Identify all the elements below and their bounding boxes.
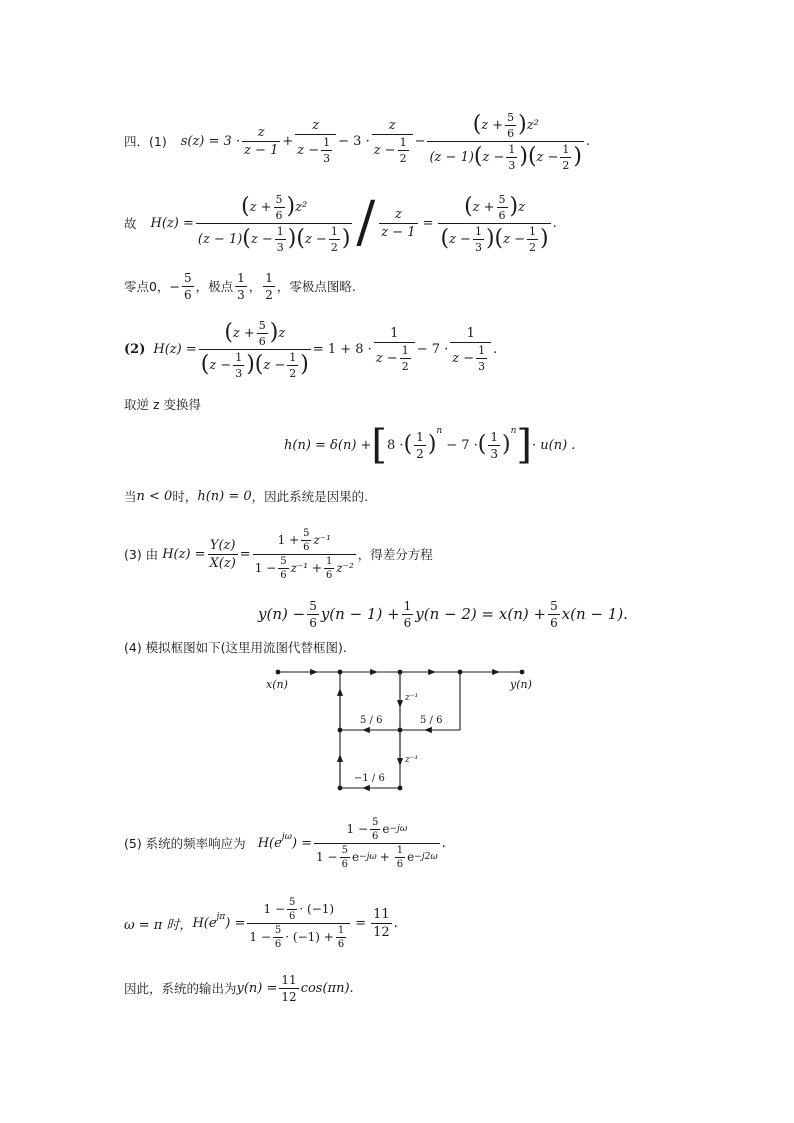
gain-left: 5 / 6 (360, 715, 383, 726)
s-lhs: s(z) = 3 · (180, 133, 241, 149)
part1-equation: 四．(1) s(z) = 3 · $\frac{z}{z - 1}$ + z z − $\frac{1}{3}$ − 3 · z z − $\frac{1}{2}$ − ( z + $\frac{5}{6}$ ) z² (z − 1) ( z − $\frac{1}{3}$ )( z − $\frac{1}{2}$ ) . (124, 110, 591, 172)
x-label: x(n) (266, 678, 288, 691)
slash-divider: / (356, 190, 376, 255)
impulse-response: h(n) = δ(n) + [ 8 · ( $\frac{1}{2}$ ) $^n$ − 7 · ( $\frac{1}{3}$ ) $^n$ ] · u(n) . (284, 422, 576, 468)
signal-flow-graph (262, 664, 562, 804)
node-output (520, 670, 525, 675)
node-input (276, 670, 281, 675)
node-b (398, 670, 403, 675)
zinv-label-2: z⁻¹ (405, 755, 419, 765)
part2-label: (2) (124, 341, 146, 357)
gain-bottom: −1 / 6 (354, 773, 385, 784)
node-g (398, 786, 403, 791)
frac-big-part1: ( z + $\frac{5}{6}$ ) z² (z − 1) ( z − $\frac{1}{3}$ )( z − $\frac{1}{2}$ ) (429, 110, 583, 172)
node-e (398, 728, 403, 733)
frac-z-over-z-third: z z − $\frac{1}{3}$ (295, 118, 336, 165)
freq-at-pi: ω = π 时， H(e $^{j\pi}$ ) = 1 − $\frac{5}{6}$ · (−1) 1 − $\frac{5}{6}$ · (−1) + $\frac{1}{6}$ = $\frac{11}{12}$ . (124, 896, 398, 950)
part1b-label: 故 (124, 216, 137, 231)
node-d (338, 728, 343, 733)
node-a (338, 670, 343, 675)
H-lhs: H(z) = (150, 215, 194, 231)
part1-label: 四．(1) (124, 134, 167, 149)
part4-label: (4) 模拟框图如下(这里用流图代替框图). (124, 640, 347, 655)
frac-z-over-z-1: $\frac{z}{z - 1}$ (244, 124, 279, 158)
frac-result-part1b: ( z + $\frac{5}{6}$ ) z ( z − $\frac{1}{3}$ )( z − $\frac{1}{2}$ ) (440, 192, 549, 254)
zinv-label-1: z⁻¹ (405, 693, 419, 703)
frac-part2: ( z + $\frac{5}{6}$ ) z ( z − $\frac{1}{3}$ )( z − $\frac{1}{2}$ ) (200, 318, 309, 380)
part5-equation: (5) 系统的频率响应为 H(e $^{j\omega}$ ) = 1 − $\frac{5}{6}$ e −jω 1 − $\frac{5}{6}$ e −jω + $\frac{1}{6}$ e −j2ω . (124, 816, 446, 870)
zeros-poles-line: 零点0，− $\frac{5}{6}$ ，极点 $\frac{1}{3}$ ， $\frac{1}{2}$ ，零极点图略. (124, 270, 356, 302)
system-output: 因此，系统的输出为 y(n) = $\frac{11}{12}$ cos(πn). (124, 972, 354, 1004)
frac-z-over-z-half: z z − $\frac{1}{2}$ (372, 118, 413, 165)
y-label: y(n) (510, 678, 532, 691)
node-f (338, 786, 343, 791)
frac-big-part1b: ( z + $\frac{5}{6}$ ) z² (z − 1) ( z − $\frac{1}{3}$ )( z − $\frac{1}{2}$ ) (197, 192, 351, 254)
gain-right: 5 / 6 (420, 715, 443, 726)
part2-equation: (2) H(z) = ( z + $\frac{5}{6}$ ) z ( z − $\frac{1}{3}$ )( z − $\frac{1}{2}$ ) = 1 + 8 · 1 z − $\frac{1}{2}$ − 7 · 1 z − $\frac{1}{3}$ . (124, 318, 498, 380)
part1b-equation: 故 H(z) = ( z + $\frac{5}{6}$ ) z² (z − 1) ( z − $\frac{1}{3}$ )( z − $\frac{1}{2}$ ) / $\frac{z}{z - 1}$ = ( z + $\frac{5}{6}$ ) z ( z − $\frac{1}{3}$ )( z − $\frac{1}{2}$ ) . (124, 190, 557, 255)
causality-line: 当 n < 0 时， h(n) = 0 ，因此系统是因果的. (124, 488, 369, 504)
node-c (458, 670, 463, 675)
inverse-z-text: 取逆 z 变换得 (124, 397, 202, 412)
frac-z-over-z-1-b: $\frac{z}{z - 1}$ (381, 206, 416, 240)
difference-equation: y(n) − $\frac{5}{6}$ y(n − 1) + $\frac{1}{6}$ y(n − 2) = x(n) + $\frac{5}{6}$ x(n − 1). (258, 598, 628, 630)
part3-equation: (3) 由 H(z) = $\frac{Y(z)}{X(z)}$ = 1 + $\frac{5}{6}$ z⁻¹ 1 − $\frac{5}{6}$ z⁻¹ + $\frac{1}{6}$ z⁻² ，得差分方程 (124, 527, 433, 581)
